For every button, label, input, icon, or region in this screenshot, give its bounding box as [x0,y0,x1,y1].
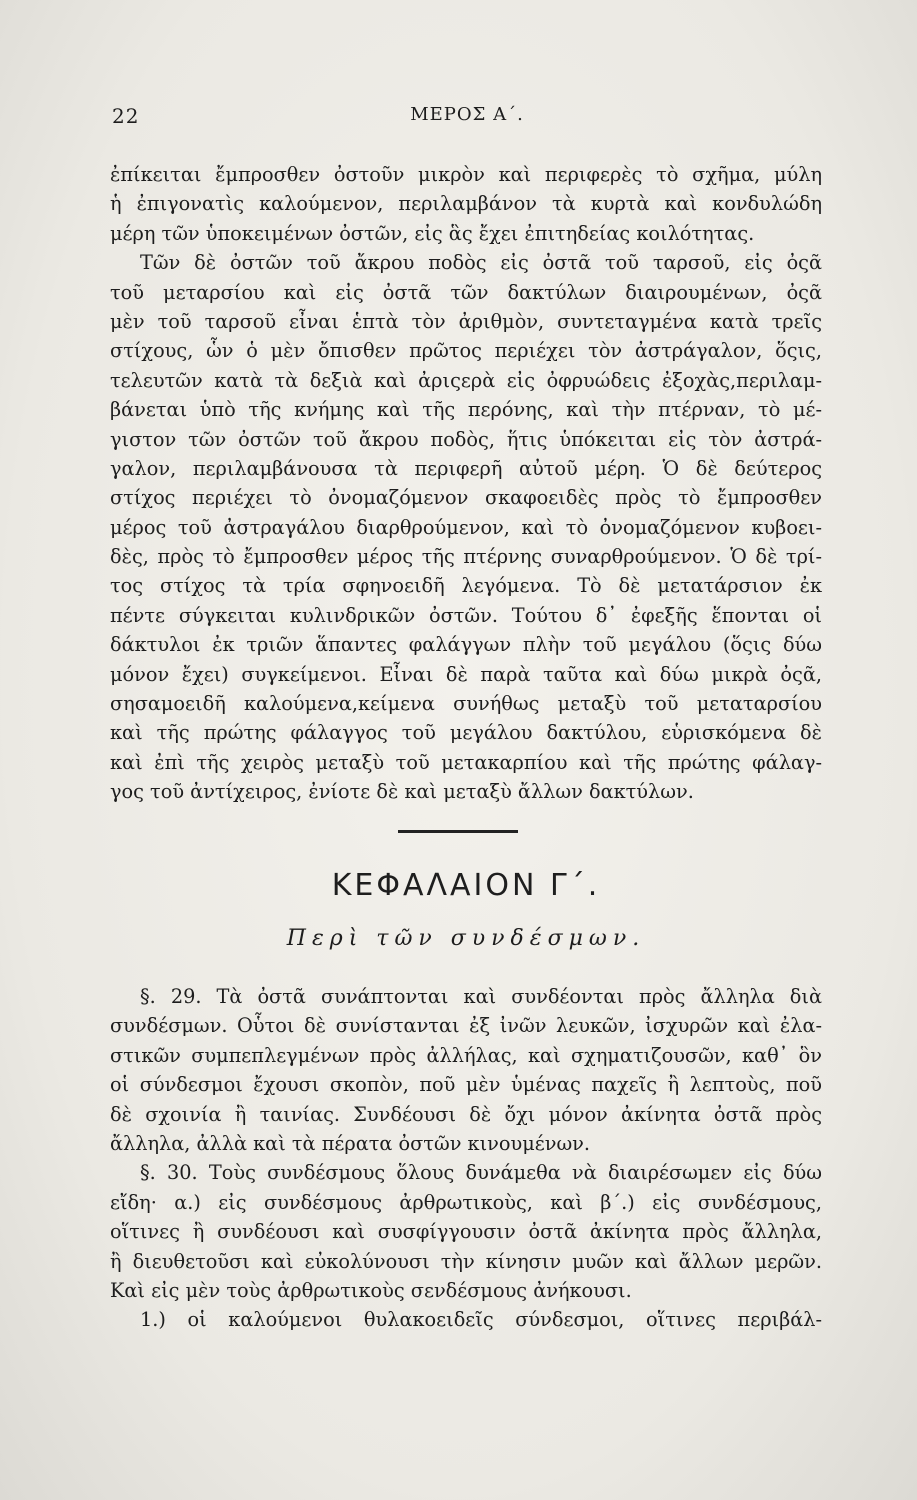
text-line: πέντε σύγκειται κυλινδρικῶν ὀστῶν. Τούτου δ᾽ ἐφεξῆς ἕπονται οἱ [110,603,822,627]
paragraph-block-bones [110,160,822,807]
text-line: συνδέσμων. Οὗτοι δὲ συνίστανται ἐξ ἰνῶν λευκῶν, ἰσχυρῶν καὶ ἐλα- [110,1014,822,1038]
text-line: καὶ ἐπὶ τῆς χειρὸς μεταξὺ τοῦ μετακαρπίου καὶ τῆς πρώτης φάλαγ- [110,750,822,774]
text-line: δὲς, πρὸς τὸ ἔμπροσθεν μέρος τῆς πτέρνης συναρθρούμενον. Ὁ δὲ τρί- [110,545,822,569]
text-line: καὶ τῆς πρώτης φάλαγγος τοῦ μεγάλου δακτύλου, εὑρισκόμενα δὲ [110,721,822,745]
text-line: §. 29. Τὰ ὀστᾶ συνάπτονται καὶ συνδέονται πρὸς ἄλληλα διὰ [140,985,822,1008]
text-line: ἄλληλα, ἀλλὰ καὶ τὰ πέρατα ὀστῶν κινουμένων. [110,1131,591,1155]
text-line: μέρος τοῦ ἀστραγάλου διαρθρούμενον, καὶ τὸ ὀνομαζόμενον κυβοει- [110,515,822,539]
paragraph-block-ligaments [110,982,822,1335]
text-line: σησαμοειδῆ καλούμενα,κείμενα συνήθως μεταξὺ τοῦ μεταταρσίου [110,692,822,716]
page-header [112,104,822,136]
text-line: Τῶν δὲ ὀστῶν τοῦ ἄκρου ποδὸς εἰς ὀστᾶ τοῦ ταρσοῦ, εἰς ὀςᾶ [140,251,822,275]
text-line: στίχους, ὧν ὁ μὲν ὄπισθεν πρῶτος περιέχει τὸν ἀστράγαλον, ὅςις, [110,339,822,363]
text-line: στίχος περιέχει τὸ ὀνομαζόμενον σκαφοειδὲς πρὸς τὸ ἔμπροσθεν [110,486,822,510]
text-line: εἴδη· α.) εἰς συνδέσμους ἀρθρωτικοὺς, καὶ β΄.) εἰς συνδέσμους, [110,1190,822,1214]
text-line: μέρη τῶν ὑποκειμένων ὀστῶν, εἰς ἃς ἔχει ἐπιτηδείας κοιλότητας. [110,221,755,245]
text-line: ἐπίκειται ἔμπροσθεν ὀστοῦν μικρὸν καὶ περιφερὲς τὸ σχῆμα, μύλη [110,163,822,186]
text-line: ἢ διευθετοῦσι καὶ εὐκολύνουσι τὴν κίνησιν μυῶν καὶ ἄλλων μερῶν. [110,1249,822,1273]
page-number: 22 [112,104,140,128]
text-line: Καὶ εἰς μὲν τοὺς ἀρθρωτικοὺς σενδέσμους ἀνήκουσι. [110,1278,632,1302]
text-line: γος τοῦ ἀντίχειρος, ἐνίοτε δὲ καὶ μεταξὺ ἄλλων δακτύλων. [110,780,694,804]
text-line: μόνον ἔχει) συγκείμενοι. Εἶναι δὲ παρὰ ταῦτα καὶ δύω μικρὰ ὀςᾶ, [110,662,822,686]
text-line: ἡ ἐπιγονατὶς καλούμενον, περιλαμβάνον τὰ κυρτὰ καὶ κονδυλώδη [110,192,822,216]
chapter-title: ΚΕΦΑΛΑΙΟΝ Γ΄. [331,868,601,903]
section-divider-rule [398,830,518,833]
running-head: ΜΕΡΟΣ Α΄. [410,104,524,125]
text-line: γιστον τῶν ὀστῶν τοῦ ἄκρου ποδὸς, ἥτις ὑπόκειται εἰς τὸν ἀστρά- [110,427,822,451]
text-line: δὲ σχοινία ἢ ταινίας. Συνδέουσι δὲ ὄχι μόνον ἀκίνητα ὀστᾶ πρὸς [110,1102,822,1126]
text-line: τοῦ μεταρσίου καὶ εἰς ὀστᾶ τῶν δακτύλων διαιρουμένων, ὀςᾶ [110,280,822,304]
text-line: γαλον, περιλαμβάνουσα τὰ περιφερῆ αὐτοῦ μέρη. Ὁ δὲ δεύτερος [110,456,822,480]
text-line: δάκτυλοι ἐκ τριῶν ἅπαντες φαλάγγων πλὴν τοῦ μεγάλου (ὅςις δύω [110,633,822,657]
text-line: §. 30. Τοὺς συνδέσμους ὅλους δυνάμεθα νὰ διαιρέσωμεν εἰς δύω [140,1161,822,1185]
text-line: τος στίχος τὰ τρία σφηνοειδῆ λεγόμενα. Τὸ δὲ μετατάρσιον ἐκ [110,574,822,598]
text-line: 1.) οἱ καλούμενοι θυλακοειδεῖς σύνδεσμοι, οἵτινες περιβάλ- [140,1308,822,1332]
text-line: οἱ σύνδεσμοι ἔχουσι σκοπὸν, ποῦ μὲν ὑμένας παχεῖς ἢ λεπτοὺς, ποῦ [110,1073,822,1097]
text-line: στικῶν συμπεπλεγμένων πρὸς ἀλλήλας, καὶ σχηματιζουσῶν, καθ᾽ ὃν [110,1043,822,1067]
chapter-subtitle: Περὶ τῶν συνδέσμων. [286,926,646,951]
text-line: βάνεται ὑπὸ τῆς κνήμης καὶ τῆς περόνης, καὶ τὴν πτέρναν, τὸ μέ- [110,398,822,422]
text-line: οἵτινες ἢ συνδέουσι καὶ συσφίγγουσιν ὀστᾶ ἀκίνητα πρὸς ἄλληλα, [110,1220,822,1244]
text-line: τελευτῶν κατὰ τὰ δεξιὰ καὶ ἀριςερὰ εἰς ὀφρυώδεις ἐξοχὰς,περιλαμ- [110,368,822,392]
text-line: μὲν τοῦ ταρσοῦ εἶναι ἑπτὰ τὸν ἀριθμὸν, συντεταγμένα κατὰ τρεῖς [110,309,822,333]
